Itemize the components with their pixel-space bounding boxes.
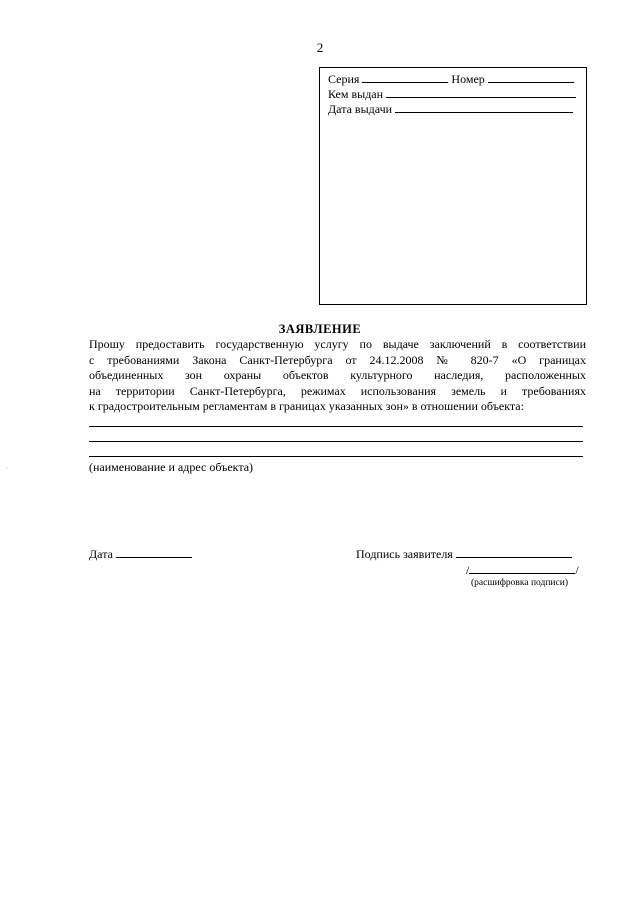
issued-by-row — [328, 87, 576, 101]
issue-date-row — [328, 102, 573, 116]
slash-right: / — [575, 563, 579, 577]
signature-decoding-row — [466, 563, 579, 578]
statement-line: Прошу предоставить государственную услугу по выдаче заключений в соответствии — [89, 337, 586, 351]
issued-by-field[interactable] — [386, 87, 576, 98]
statement-title: ЗАЯВЛЕНИЕ — [278, 322, 362, 336]
series-field[interactable] — [362, 72, 448, 83]
statement-body — [89, 337, 586, 415]
issued-by-label: Кем выдан — [328, 87, 384, 101]
slash-left: / — [466, 563, 470, 577]
statement-line: объединенных зон охраны объектов культурного наследия, расположенных — [89, 368, 586, 382]
signature-row — [356, 547, 572, 562]
object-caption: (наименование и адрес объекта) — [89, 460, 254, 474]
date-label: Дата — [89, 547, 113, 561]
issue-date-label: Дата выдачи — [328, 102, 393, 116]
statement-line: к градостроительным регламентам в границах указанных зон» в отношении объекта: — [89, 399, 524, 413]
passport-details-box — [319, 67, 587, 305]
statement-line: на территории Санкт-Петербурга, режимах использования земель и требованиях — [89, 383, 586, 398]
signature-label: Подпись заявителя — [356, 547, 453, 561]
object-line-2[interactable] — [89, 441, 583, 442]
number-field[interactable] — [488, 72, 574, 83]
issue-date-field[interactable] — [395, 102, 573, 113]
page-number: 2 — [316, 40, 324, 55]
number-label: Номер — [451, 72, 485, 86]
signature-decoding-caption: (расшифровка подписи) — [471, 578, 568, 588]
series-number-row — [328, 72, 574, 86]
margin-mark: · — [6, 466, 8, 472]
object-line-1[interactable] — [89, 426, 583, 427]
series-label: Серия — [328, 72, 360, 86]
date-row — [89, 547, 192, 562]
signature-field[interactable] — [456, 547, 572, 558]
object-line-3[interactable] — [89, 456, 583, 457]
statement-line: с требованиями Закона Санкт-Петербурга от 24.12.2008 № 820-7 «О границах — [89, 352, 586, 367]
date-field[interactable] — [116, 547, 192, 558]
signature-decoding-field[interactable] — [469, 563, 575, 574]
